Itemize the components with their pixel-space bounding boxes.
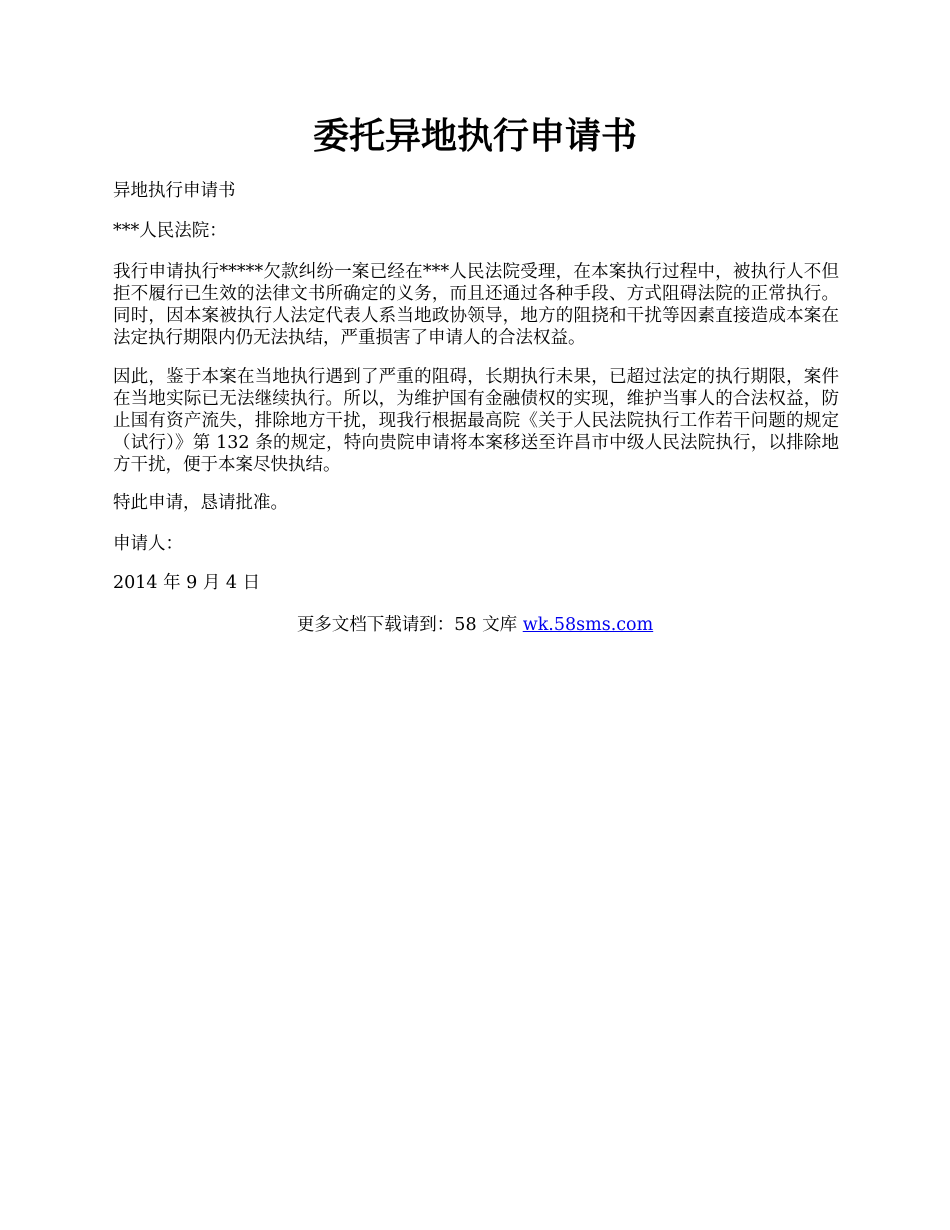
footer-link[interactable]: wk.58sms.com (522, 615, 654, 635)
download-footer (0, 614, 950, 636)
applicant-label: 申请人： (113, 534, 183, 554)
document-date: 2014 年 9 月 4 日 (113, 573, 261, 593)
document-subtitle: 异地执行申请书 (113, 181, 236, 201)
document-title: 委托异地执行申请书 (312, 115, 637, 157)
addressee: ***人民法院： (113, 221, 227, 241)
footer-text: 更多文档下载请到：58 文库 (296, 615, 523, 635)
closing-line: 特此申请，恳请批准。 (113, 493, 288, 513)
body-paragraph: 我行申请执行*****欠款纠纷一案已经在***人民法院受理，在本案执行过程中，被执行人不但拒不履行已生效的法律文书所确定的义务，而且还通过各种手段、方式阻碍法院的正常执行。同时，因本案被执行人法定代表人系当地政协领导，地方的阻挠和干扰等因素直接造成本案在法定执行期限内仍无法执结，严重损害了申请人的合法权益。 (113, 262, 839, 348)
body-paragraph: 因此，鉴于本案在当地执行遇到了严重的阻碍，长期执行未果，已超过法定的执行期限，案件在当地实际已无法继续执行。所以，为维护国有金融债权的实现，维护当事人的合法权益，防止国有资产流失，排除地方干扰，现我行根据最高院《关于人民法院执行工作若干问题的规定（试行）》第 132 条的规定，特向贵院申请将本案移送至许昌市中级人民法院执行，以排除地方干扰，便于本案尽快执结。 (113, 367, 839, 475)
